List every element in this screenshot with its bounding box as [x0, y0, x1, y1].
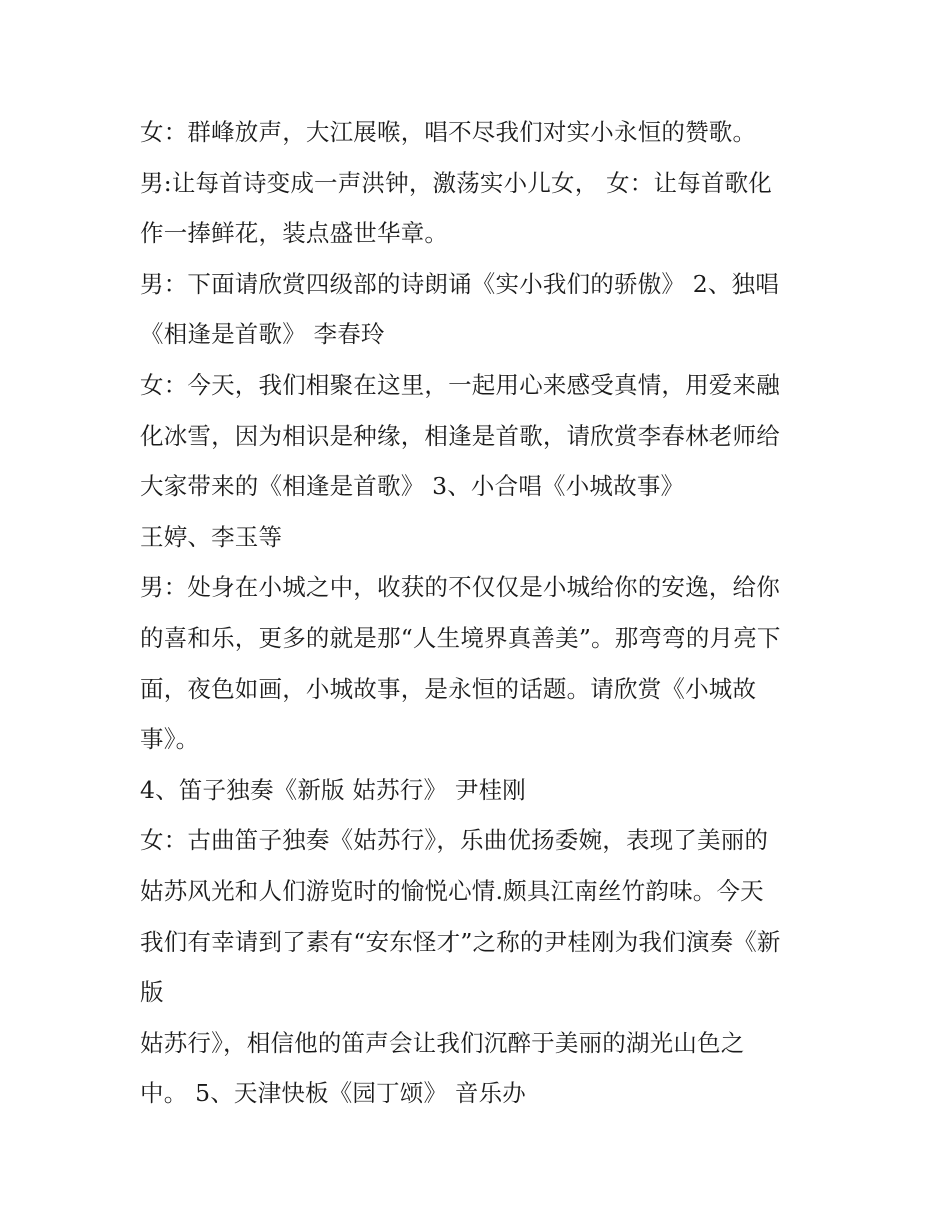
text-line: 版 — [140, 978, 164, 1007]
text-line: 姑苏行》，相信他的笛声会让我们沉醉于美丽的湖光山色之 — [140, 1028, 745, 1057]
text-line: 的喜和乐，更多的就是那“人生境界真善美”。那弯弯的月亮下 — [140, 623, 781, 652]
text-line: 姑苏风光和人们游览时的愉悦心情.颇具江南丝竹韵味。今天 — [140, 876, 764, 905]
text-line: 作一捧鲜花，装点盛世华章。 — [140, 219, 449, 248]
text-line: 《相逢是首歌》 李春玲 — [140, 320, 385, 349]
text-line: 中。 5、天津快板《园丁颂》 音乐办 — [140, 1079, 526, 1108]
text-line: 4、笛子独奏《新版 姑苏行》 尹桂刚 — [140, 775, 526, 804]
text-line: 大家带来的《相逢是首歌》 3、小合唱《小城故事》 — [140, 472, 685, 501]
text-line: 男：处身在小城之中，收获的不仅仅是小城给你的安逸，给你 — [140, 573, 780, 602]
text-line: 男：下面请欣赏四级部的诗朗诵《实小我们的骄傲》 2、独唱 — [140, 269, 780, 298]
text-line: 男:让每首诗变成一声洪钟，激荡实小儿女， 女：让每首歌化 — [140, 168, 772, 197]
text-line: 面，夜色如画，小城故事，是永恒的话题。请欣赏《小城故 — [140, 674, 757, 703]
text-line: 王婷、李玉等 — [140, 522, 283, 551]
text-line: 事》。 — [140, 725, 200, 754]
text-line: 女：古曲笛子独奏《姑苏行》，乐曲优扬委婉，表现了美丽的 — [140, 826, 769, 855]
text-line: 女：群峰放声，大江展喉，唱不尽我们对实小永恒的赞歌。 — [140, 118, 757, 146]
document-body — [140, 107, 820, 1119]
text-line: 女：今天，我们相聚在这里，一起用心来感受真情，用爱来融 — [140, 370, 780, 399]
text-line: 我们有幸请到了素有“安东怪才”之称的尹桂刚为我们演奏《新 — [140, 927, 781, 956]
text-line: 化冰雪，因为相识是种缘，相逢是首歌，请欣赏李春林老师给 — [140, 421, 780, 450]
